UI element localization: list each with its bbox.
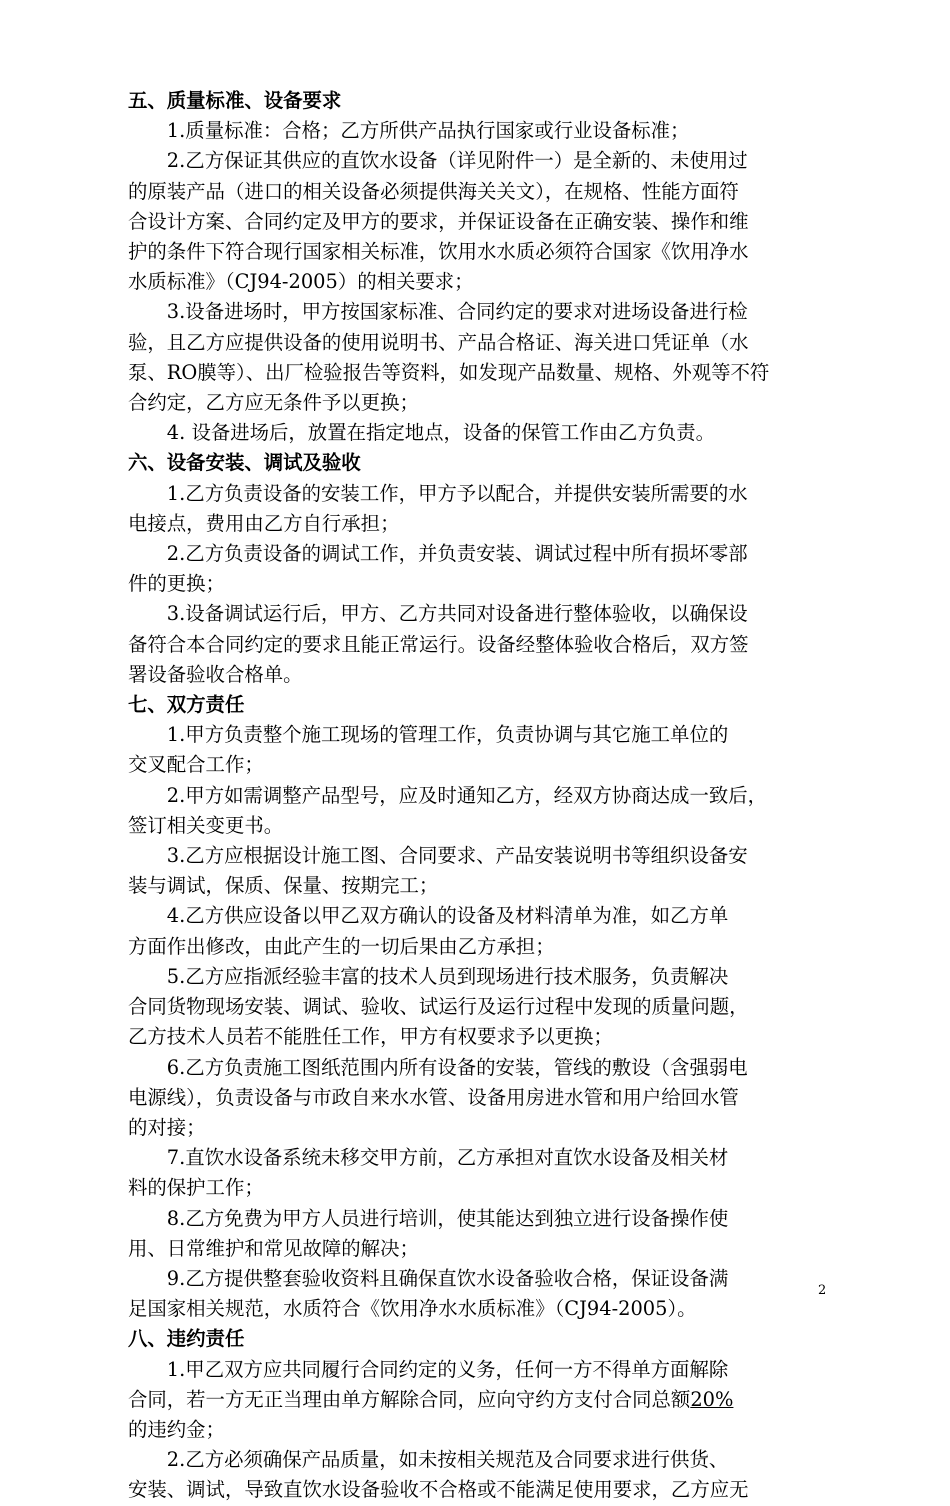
text-line: 7.直饮水设备系统未移交甲方前，乙方承担对直饮水设备及相关材 xyxy=(166,1146,729,1170)
text-line: 3.乙方应根据设计施工图、合同要求、产品安装说明书等组织设备安 xyxy=(166,844,748,868)
text-line: 的对接； xyxy=(128,1115,206,1139)
text-line: 合同货物现场安装、调试、验收、试运行及运行过程中发现的质量问题， xyxy=(128,995,749,1019)
text-line: 1.甲方负责整个施工现场的管理工作，负责协调与其它施工单位的 xyxy=(166,723,729,747)
paragraph xyxy=(128,901,828,961)
paragraph xyxy=(128,962,828,1053)
text-line: 2.甲方如需调整产品型号，应及时通知乙方，经双方协商达成一致后， xyxy=(166,783,768,807)
text-line: 交叉配合工作； xyxy=(128,753,264,777)
paragraph xyxy=(128,418,828,448)
text-line: 电接点，费用由乙方自行承担； xyxy=(128,511,400,535)
text-line: 2.乙方负责设备的调试工作，并负责安装、调试过程中所有损坏零部 xyxy=(166,542,748,566)
section-heading-responsibilities: 七、双方责任 xyxy=(128,693,245,717)
text-line: 合设计方案、合同约定及甲方的要求，并保证设备在正确安装、操作和维 xyxy=(128,209,749,233)
text-line: 5.乙方应指派经验丰富的技术人员到现场进行技术服务，负责解决 xyxy=(166,964,729,988)
paragraph xyxy=(128,720,828,780)
text-line: 1.甲乙双方应共同履行合同约定的义务，任何一方不得单方面解除 xyxy=(166,1357,729,1381)
text-line: 1.乙方负责设备的安装工作，甲方予以配合，并提供安装所需要的水 xyxy=(166,481,748,505)
text-line: 水质标准》（CJ94-2005）的相关要求； xyxy=(128,270,474,294)
paragraph xyxy=(128,116,828,146)
text-line: 的原装产品（进口的相关设备必须提供海关关文），在规格、性能方面符 xyxy=(128,179,739,203)
paragraph xyxy=(128,1445,828,1505)
text-line: 足国家相关规范，水质符合《饮用净水水质标准》（CJ94-2005）。 xyxy=(128,1297,697,1321)
text-line: 护的条件下符合现行国家相关标准，饮用水水质必须符合国家《饮用净水 xyxy=(128,240,749,264)
text-line: 3.设备调试运行后，甲方、乙方共同对设备进行整体验收，以确保设 xyxy=(166,602,748,626)
paragraph xyxy=(128,1264,828,1324)
section-heading-quality: 五、质量标准、设备要求 xyxy=(128,89,342,112)
text-line: 用、日常维护和常见故障的解决； xyxy=(128,1236,419,1260)
page-number: 2 xyxy=(818,1283,827,1298)
paragraph xyxy=(128,781,828,841)
text-line: 电源线），负责设备与市政自来水水管、设备用房进水管和用户给回水管 xyxy=(128,1085,739,1109)
text-line: 签订相关变更书。 xyxy=(128,813,284,837)
paragraph xyxy=(128,599,828,690)
text-line: 备符合本合同约定的要求且能正常运行。设备经整体验收合格后，双方签 xyxy=(128,632,749,656)
text-line: 6.乙方负责施工图纸范围内所有设备的安装，管线的敷设（含强弱电 xyxy=(166,1055,748,1079)
text-line: 方面作出修改，由此产生的一切后果由乙方承担； xyxy=(128,934,555,958)
penalty-text: 合同，若一方无正当理由单方解除合同，应向守约方支付合同总额 xyxy=(128,1387,691,1411)
text-line: 8.乙方免费为甲方人员进行培训，使其能达到独立进行设备操作使 xyxy=(166,1206,729,1230)
text-line xyxy=(128,1385,828,1415)
paragraph xyxy=(128,1053,828,1144)
text-line: 2.乙方必须确保产品质量，如未按相关规范及合同要求进行供货、 xyxy=(166,1448,729,1472)
paragraph xyxy=(128,1204,828,1264)
text-line: 4.乙方供应设备以甲乙双方确认的设备及材料清单为准，如乙方单 xyxy=(166,904,729,928)
text-line: 1.质量标准：合格；乙方所供产品执行国家或行业设备标准； xyxy=(166,119,690,143)
paragraph xyxy=(128,539,828,599)
text-line: 署设备验收合格单。 xyxy=(128,662,303,686)
text-line: 9.乙方提供整套验收资料且确保直饮水设备验收合格，保证设备满 xyxy=(166,1266,729,1290)
paragraph xyxy=(128,1143,828,1203)
text-line: 2.乙方保证其供应的直饮水设备（详见附件一）是全新的、未使用过 xyxy=(166,149,748,173)
section-heading-installation: 六、设备安装、调试及验收 xyxy=(128,451,361,475)
paragraph xyxy=(128,1355,828,1446)
paragraph xyxy=(128,479,828,539)
text-line: 件的更换； xyxy=(128,572,225,596)
paragraph xyxy=(128,297,828,418)
text-line: 4. 设备进场后，放置在指定地点，设备的保管工作由乙方负责。 xyxy=(166,421,716,445)
text-line: 泵、RO膜等）、出厂检验报告等资料，如发现产品数量、规格、外观等不符 xyxy=(128,360,770,384)
document-page xyxy=(128,86,828,1506)
paragraph xyxy=(128,841,828,901)
text-line: 装与调试，保质、保量、按期完工； xyxy=(128,874,439,898)
text-line: 验，且乙方应提供设备的使用说明书、产品合格证、海关进口凭证单（水 xyxy=(128,330,749,354)
text-line: 乙方技术人员若不能胜任工作，甲方有权要求予以更换； xyxy=(128,1025,613,1049)
text-line: 的违约金； xyxy=(128,1417,225,1441)
penalty-percent: 20% xyxy=(690,1387,734,1411)
text-line: 安装、调试，导致直饮水设备验收不合格或不能满足使用要求，乙方应无 xyxy=(128,1478,749,1502)
text-line: 合约定，乙方应无条件予以更换； xyxy=(128,391,419,415)
text-line: 3.设备进场时，甲方按国家标准、合同约定的要求对进场设备进行检 xyxy=(166,300,748,324)
paragraph xyxy=(128,146,828,297)
section-heading-breach: 八、违约责任 xyxy=(128,1327,245,1351)
text-line: 料的保护工作； xyxy=(128,1176,264,1200)
